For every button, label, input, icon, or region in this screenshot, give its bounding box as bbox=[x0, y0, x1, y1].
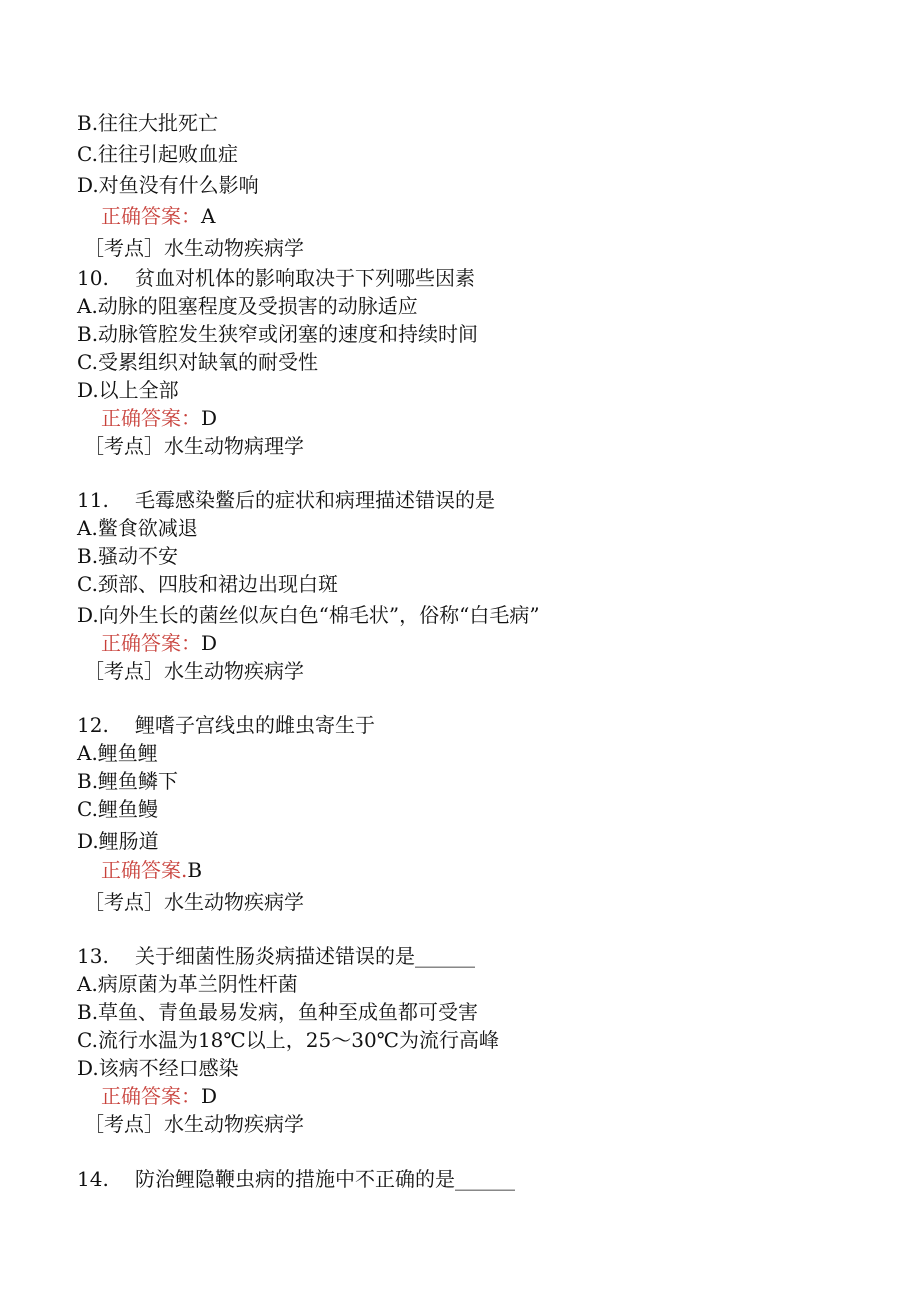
answer-value: B bbox=[187, 858, 203, 882]
question-number: 13. bbox=[77, 944, 109, 968]
option-b: B.鲤鱼鳞下 bbox=[77, 769, 179, 793]
correct-answer bbox=[101, 630, 217, 656]
option-a: A.病原菌为革兰阴性杆菌 bbox=[77, 972, 298, 996]
answer-value: D bbox=[201, 406, 218, 430]
correct-answer bbox=[101, 857, 202, 883]
answer-label: 正确答案： bbox=[101, 1084, 201, 1108]
option-c: C.往往引起败血症 bbox=[77, 142, 238, 166]
question-text: 关于细菌性肠炎病描述错误的是______ bbox=[135, 944, 475, 968]
correct-answer bbox=[101, 1083, 217, 1109]
option-c: C.鲤鱼鳗 bbox=[77, 797, 158, 821]
option-a: A.动脉的阻塞程度及受损害的动脉适应 bbox=[77, 294, 418, 318]
option-c: C.受累组织对缺氧的耐受性 bbox=[77, 350, 318, 374]
answer-value: A bbox=[201, 204, 216, 228]
answer-label: 正确答案： bbox=[101, 204, 201, 228]
exam-point: ［考点］水生动物疾病学 bbox=[84, 890, 304, 914]
answer-value: D bbox=[201, 1084, 218, 1108]
question-number: 14. bbox=[77, 1167, 109, 1191]
option-b: B.骚动不安 bbox=[77, 544, 179, 568]
question-number: 11. bbox=[77, 488, 109, 512]
question-10 bbox=[77, 265, 475, 291]
question-number: 12. bbox=[77, 713, 109, 737]
correct-answer bbox=[101, 405, 217, 431]
option-b: B.往往大批死亡 bbox=[77, 111, 219, 135]
question-14 bbox=[77, 1166, 515, 1192]
option-a: A.鲤鱼鲤 bbox=[77, 741, 158, 765]
option-d: D.鲤肠道 bbox=[77, 829, 159, 853]
answer-value: D bbox=[201, 631, 218, 655]
question-12 bbox=[77, 712, 375, 738]
exam-point: ［考点］水生动物疾病学 bbox=[84, 236, 304, 260]
question-text: 鲤嗜子宫线虫的雌虫寄生于 bbox=[135, 713, 375, 737]
option-d: D.向外生长的菌丝似灰白色“棉毛状”，俗称“白毛病” bbox=[77, 603, 540, 627]
option-c: C.颈部、四肢和裙边出现白斑 bbox=[77, 572, 338, 596]
question-11 bbox=[77, 487, 495, 513]
exam-point: ［考点］水生动物疾病学 bbox=[84, 1112, 304, 1136]
option-d: D.对鱼没有什么影响 bbox=[77, 173, 259, 197]
answer-label: 正确答案： bbox=[101, 406, 201, 430]
option-d: D.该病不经口感染 bbox=[77, 1056, 239, 1080]
question-number: 10. bbox=[77, 266, 109, 290]
exam-point: ［考点］水生动物病理学 bbox=[84, 434, 304, 458]
correct-answer bbox=[101, 203, 215, 229]
option-b: B.草鱼、青鱼最易发病，鱼种至成鱼都可受害 bbox=[77, 1000, 479, 1024]
exam-point: ［考点］水生动物疾病学 bbox=[84, 659, 304, 683]
option-b: B.动脉管腔发生狭窄或闭塞的速度和持续时间 bbox=[77, 322, 479, 346]
question-text: 贫血对机体的影响取决于下列哪些因素 bbox=[135, 266, 475, 290]
option-c: C.流行水温为18℃以上，25～30℃为流行高峰 bbox=[77, 1028, 500, 1052]
option-d: D.以上全部 bbox=[77, 378, 179, 402]
answer-label: 正确答案. bbox=[101, 858, 188, 882]
question-text: 防治鲤隐鞭虫病的措施中不正确的是______ bbox=[135, 1167, 515, 1191]
answer-label: 正确答案： bbox=[101, 631, 201, 655]
option-a: A.鳖食欲减退 bbox=[77, 516, 198, 540]
question-13 bbox=[77, 943, 475, 969]
question-text: 毛霉感染鳖后的症状和病理描述错误的是 bbox=[135, 488, 495, 512]
